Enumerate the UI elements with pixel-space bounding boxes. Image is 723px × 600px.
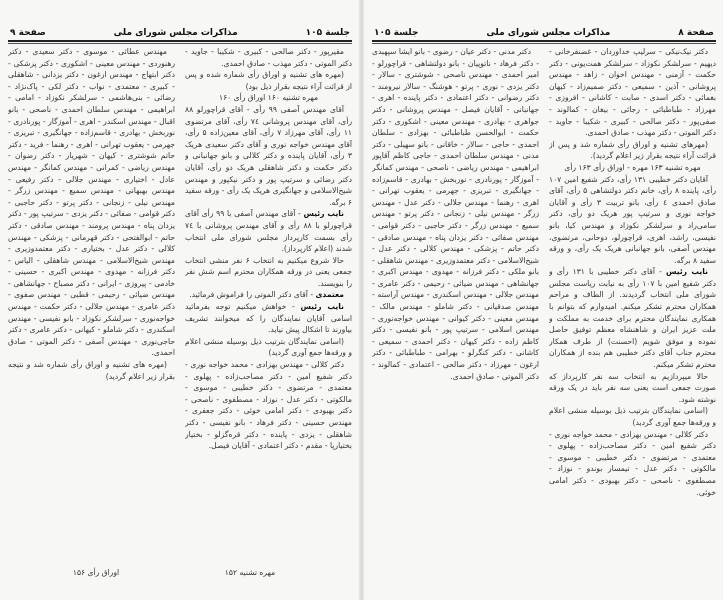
- beads-count: مهره تشنیه ۱۵۲: [224, 568, 276, 577]
- paragraph: [185, 104, 352, 208]
- paragraph-text: مهندس عطائی - موسوی - دکتر سعیدی - دکتر رهنوردی - مهندس معینی - اشکوری - دکتر پزشکی - دکتر ابتهاج - مهندس ارغون - دکتر یزدانی - شاهقلی - کبیری - معتمدی - نواب - دکتر لکی - پاک‌نژاد - رضائی - بنی‌هاشمی - سرلشکر نکوزاد - امامی - ابراهیمی - مهندس سلطان احمدی - ناصحی - بانو اقبال - مهندس اسکندر - اهری - آموزگار - پورنادری - نوربخش - بهادری - قاسم‌زاده - جهانگیری - تبریزی - جهرمی - یعقوب تهرانی - اهری - رهنما - فرید - دکتر حاتم شوشتری - کیهان - شهریار - دکتر رضوان - مهندس ریاضی - کمرانی - مهندس کمانگر - مهندس عادل - اختیاری - مهندس جلالی - دکتر رفیعی - مهندس بهبهانی - مهندس سمیع - مهندس زرگر - مهندس نیلی - زنجانی - دکتر پرتو - دکتر حاجبی - دکتر قوامی - صفائی - دکتر یزدی - سرتیپ پور - دکتر یزدان پناه - مهندس پرومند - مهندس صادقی - دکتر حاتم - ابوالفتحی - دکتر قهرمانی - پزشکی - مهندس کلالی - دکتر عدل - بختیاری - دکتر معتمدوزیری - مهندس شیخ‌الاسلامی - مهندس شاهقلی - الیاس - دکتر فرزانه - مهدوی - مهندس اکبری - حسینی - خادمی - پیروزی - ایرانی - دکتر مصباح - جهانشاهی - مهندس ضیائی - رحیمی - قطبی - مهندس صفوی - دکتر عامری - مهندس جلالی - دکتر حکمت - مهندس خواجه‌نوری - سرلشکر نکوزاد - بانو نفیسی - مهندس اسکندری - دکتر شاملو - کیهانی - دکتر عامری - دکتر حاجی‌نوری - مهندس آصفی - دکتر الموتی - صادق احمدی.: [8, 47, 175, 358]
- paragraph: [185, 46, 352, 69]
- paragraph-text: حالا شروع میکنیم به انتخاب ۶ نفر منشی انتخاب جمعی یعنی در ورقه همکاران محترم اسم شش نفر را بنویسند.: [185, 255, 352, 288]
- text-column: [185, 46, 352, 570]
- paragraph: [185, 92, 352, 104]
- paragraph-text: (اسامی نمایندگان بترتیب ذیل بوسیله منشی اعلام و ورقه‌ها جمع آوری گردید): [185, 336, 352, 358]
- page-footer: [20, 568, 328, 577]
- paragraph: [549, 429, 716, 499]
- speaker-paragraph: [185, 208, 352, 254]
- paragraph: [8, 46, 175, 359]
- paragraph: [372, 46, 539, 382]
- speaker-paragraph: [549, 266, 716, 370]
- paragraph-text: دکتر کلالی - مهندس بهزادی - محمد خواجه نوری - دکتر شفیع امین - دکتر مصاحب‌زاده - پهلوی - معتمدی - مرتضوی - دکتر خطیبی - موسوی - مالکوتی - دکتر عدل - نوزاد - مصطفوی - ناصحی - دکتر بهبودی - دکتر امامی خوئی - دکتر جعفری - مهندس حسینی - دکتر فرهاد - بانو نفیسی - دکتر شاهقلی - یزدی - پاینده - دکتر قره‌گزلو - بختیار بختیارپا - مقدم - دکتر اعتمادی - آقایان فیصل.: [185, 360, 352, 451]
- paragraph: [549, 46, 716, 139]
- paragraph: [185, 359, 352, 452]
- paragraph-text: (مهره های تشنیه و اوراق رأی شماره شده و پس از قرائت آراء نتیجه بقرار ذیل بود): [185, 70, 352, 91]
- page-header: [374, 26, 714, 38]
- paragraph: [549, 162, 716, 174]
- paragraph-text: - آقای مهندس آصفی با ۹۹ رأی آقای قراچورلو با ۸۸ رأی و آقای مهندس پروشانی با ۷٤ رأی بسمت کارپرداز مجلس شورای ملی انتخاب شدند (اعلام کارپرداز).: [185, 209, 352, 254]
- speaker-name: نایب رئیس: [303, 209, 345, 219]
- speaker-paragraph: [185, 289, 352, 301]
- text-column: [549, 46, 716, 570]
- session-number: جلسة ۱۰۵: [374, 28, 419, 38]
- paragraph-text: - خواهش میکنیم توجه بفرمائید اسامی آقایان نمایندگان را که میخوانند تشریف بیاورند تا اشکال پیش نیاید.: [185, 302, 352, 335]
- text-column: [372, 46, 539, 570]
- header-rule: [8, 40, 352, 44]
- running-title: مذاکرات مجلس شورای ملی: [113, 28, 238, 38]
- paragraph-text: دکتر مدنی - دکتر عیان - رضوی - بانو ایشا سپهبدی - دکتر فرهاد - ناتوپیان - بانو دولتشاهی - قراچورلو - امیر احمدی - مهندس ناصحی - شوشتری - سالار - دکتر یزدی - نوری - پرتو - هوشنگ - سالار نیرومند - دکتر رضوانی - دکتر اعتمادی - دکتر پاینده - اهری - جهانبانی - آقایان فیصل - مهندس پروشانی - دکتر جواهری - بهادری - مهندس معینی - اشکوری - دکتر حکمت - ابوالحسن طباطبائی - بهزادی - سلطان احمدی - حاجی - سالار - خاقانی - بانو سهیلی - دکتر مدنی - مهندس سلطان احمدی - حاجی کاظم آقاپور ابراهیمی - مهندس ریاضی - ناصحی - مهندس کمانگر - آموزگار - پورنادری - نوربخش - بهادری - قاسم‌زاده - جهانگیری - تبریزی - جهرمی - یعقوب تهرانی - اهری - رهنما - مهندس جلالی - دکتر عدل - مهندس زرگر - مهندس نیلی - زنجانی - دکتر پرتو - مهندس سمیع - مهندس زرگر - دکتر حاجبی - دکتر قوامی - مهندس صفائی - دکتر یزدان پناه - مهندس صادقی - دکتر حاتم - پزشکی - مهندس کلالی - دکتر عدل - شیخ‌الاسلامی - دکتر معتمدوزیری - مهندس شاهقلی - بانو ملکی - دکتر فرزانه - مهدوی - مهندس اکبری - جهانشاهی - مهندس ضیائی - رحیمی - دکتر عامری - مهندس جلالی - مهندس اسکندری - مهندس آراسته - مهندس صدقیانی - دکتر شاملو - مهندس مالک - مهندس معینی - دکتر کیوانی - مهندس خواجه‌نوری - مهندس اسلامی - سرتیپ پور - بانو نفیسی - دکتر کاظم زاده - دکتر کیهان - دکتر احمدی - سمیعی - کاشانی - دکتر کنگرلو - بهرامی - طباطبائی - دکتر ارغون - مهرزاد - دکتر صالحی - اعتمادی - کمالوند - دکتر الموتی - صادق احمدی.: [372, 47, 539, 381]
- paragraph-text: مقیرپور - دکتر صالحی - کبیری - شکیبا - جاوید - دکتر الموتی - دکتر مهذب - صادق احمدی.: [185, 47, 352, 68]
- page-number: صفحة ۸: [678, 28, 714, 38]
- page-9: [0, 0, 358, 600]
- text-columns: [8, 46, 352, 570]
- page-8: [364, 0, 722, 600]
- paragraph-text: (مهره های تشنیه و اوراق رأی شماره شد و نتیجه بقرار زیر اعلام گردید): [8, 360, 175, 381]
- paragraph-text: (مهرهای تشنیه و اوراق رأی شماره شد و پس از قرائت آراء نتیجه بقرار زیر اعلام گردید).: [549, 139, 716, 161]
- paragraph: [185, 255, 352, 290]
- paragraph: [185, 69, 352, 92]
- paragraph-text: دکتر کلالی - مهندس بهزادی - محمد خواجه نوری - دکتر شفیع امین - دکتر مصاحب‌زاده - پهلوی - معتمدی - مرتضوی - دکتر خطیبی - موسوی - مالکوتی - دکتر عدل - تیمسار بوندو - نوزاد - مصطفوی - ناصحی - دکتر بهبودی - دکتر امامی خوئی.: [549, 429, 716, 497]
- page-number: صفحة ۹: [10, 28, 46, 38]
- paragraph: [549, 174, 716, 267]
- paragraph-text: دکتر نیک‌نیکی - سرلیپ خداوردان - غضنفرخانی - دیهیم - سرلشکر نکوزاد - سرلشکر همت‌یونی - دکتر حکمت - آزمنی - مهندس اخوان - زاهد - مهندس پروشانی - آذین - سمیعی - دکتر صمیم‌زاد - کیهان بغمائی - دکتر اسدی - صابت - کاشانی - افروزی - مهرزاد - طباطبائی - رجائی - بیغان - کمالوند - صفی‌پور - دکتر صالحی - کبیری - شکیبا - جاوید - دکتر الموتی - دکتر مهذب - صادق احمدی.: [549, 47, 716, 138]
- header-rule: [372, 40, 716, 44]
- paragraph-text: - آقای دکتر الموتی را فراموش فرمائید.: [189, 290, 316, 300]
- speaker-name: نایب رئیس: [666, 267, 708, 277]
- paragraph-text: - آقای دکتر خطیبی با ۱۳۱ رأی و دکتر شفیع امین با ۱۰۷ رأی به نیابت ریاست مجلس شورای ملی انتخاب گردیدند. از الطاف و مراحم همکاران محترم تشکر میکنم. امیدوارم که بتوانم با همکاری نمایندگان محترم برای خدمت به مملکت و ملت عزیز ایران و شاهنشاه معظم توفیق حاصل نموده و موفق شویم (احسنت) از طرف همکار محترم جناب آقای دکتر خطیبی هم بنده از همکاران محترم تشکر میکنم.: [549, 267, 716, 370]
- text-columns: [372, 46, 716, 570]
- paragraph-text: آقای مهندس آصفی ۹۹ رأی - آقای قراچورلو ۸۸ رأی، آقای مهندس پروشانی ۷٤ رأی، آقای مرتضوی ۱۱ رأی، آقای مهرزاد ۷ رأی، آقای معین‌زاده ۵ رأی، آقای مهندس خواجه نوری و آقای دکتر سعیدی هریک ۳ رأی، آقایان پاینده و دکتر کلالی و بانو جهانبانی و دکتر حکمت و دکتر شاهقلی هریک دو رأی، آقایان دکتر رضائی و سرتیپ پور و دکتر نیکپور و مهندس شیخ‌الاسلامی و جهانگیری هریک یک رأی - ورقه سفید ۶ برگه.: [185, 104, 352, 207]
- speaker-paragraph: [185, 301, 352, 336]
- paragraph: [8, 359, 175, 382]
- paragraph: [185, 336, 352, 359]
- paragraph: [549, 405, 716, 428]
- paragraph-text: آقایان دکتر خطیبی ۱۳۱ رأی، دکتر شفیع امین ۱۰۷ رأی، پاینده ۸ رأی، خانم دکتر دولتشاهی ۵ رأی، آقای صادق احمدی ٤ رأی، بانو تربیت ۳ رأی و آقایان خواجه نوری و سرتیپ پور هریک دو رأی، دکتر سامی‌راد و سرلشکر نکوزاد و مهندس کیا، بانو نفیسی، راشد، اهری، قراچورلو، دوحانی، مرتضوی، مهندس آصفی، بانو جهانبانی هریک یک رأی، و ورقه سفید ۸ برگه.: [549, 174, 716, 265]
- paragraph: [549, 371, 716, 406]
- paragraph-text: مهره تشنیه ۱۶۳ مهره - اوراق رأی ۱۶۳ رأی: [564, 162, 701, 172]
- paragraph-text: مهره تشنیه ۱۶۰ اوراق رأی ۱۶۰: [218, 93, 319, 103]
- paragraph: [549, 139, 716, 162]
- page-header: [10, 26, 350, 38]
- speaker-name: معتمدی: [315, 290, 344, 300]
- session-number: جلسة ۱۰۵: [305, 28, 350, 38]
- paragraph-text: (اسامی نمایندگان بترتیب ذیل بوسیله منشی اعلام و ورقه‌ها جمع آوری گردید): [549, 406, 716, 427]
- text-column: [8, 46, 175, 570]
- ballots-count: اوراق رأی ۱۵۶: [72, 568, 120, 577]
- running-title: مذاکرات مجلس شورای ملی: [486, 28, 611, 38]
- speaker-name: نایب رئیس: [300, 302, 344, 312]
- paragraph-text: حالا میپردازیم به انتخاب سه نفر کارپرداز که صورت جمعی است یعنی سه نفر باید در یک ورقه نوشته شود.: [549, 371, 716, 404]
